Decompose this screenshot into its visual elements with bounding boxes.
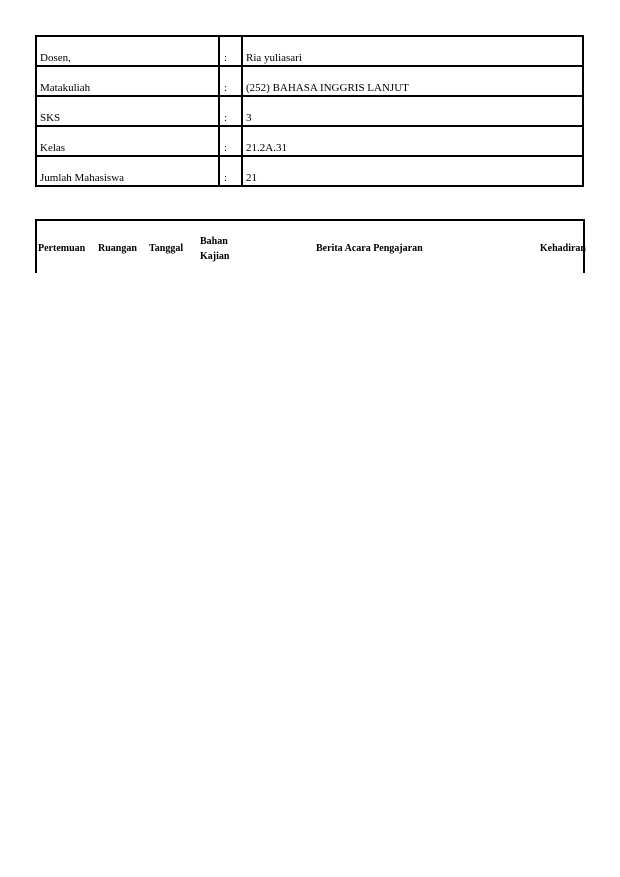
info-value: 21.2A.31 xyxy=(242,126,583,156)
header-kehadiran: Kehadiran xyxy=(539,243,586,254)
info-label: Matakuliah xyxy=(36,66,219,96)
info-label: Jumlah Mahasiswa xyxy=(36,156,219,186)
info-separator: : xyxy=(219,66,242,96)
header-berita-acara: Berita Acara Pengajaran xyxy=(316,243,423,254)
info-separator: : xyxy=(219,126,242,156)
info-value: 21 xyxy=(242,156,583,186)
header-ruangan: Ruangan xyxy=(98,243,137,254)
info-row-sks xyxy=(36,96,583,126)
header-pertemuan: Pertemuan xyxy=(38,243,86,254)
info-label: SKS xyxy=(36,96,219,126)
info-separator: : xyxy=(219,96,242,126)
course-info-table xyxy=(35,35,584,187)
info-value: 3 xyxy=(242,96,583,126)
info-value: Ria yuliasari xyxy=(242,36,583,66)
info-separator: : xyxy=(219,156,242,186)
info-row-dosen xyxy=(36,36,583,66)
info-row-matakuliah xyxy=(36,66,583,96)
info-label: Kelas xyxy=(36,126,219,156)
header-tanggal: Tanggal xyxy=(149,243,184,254)
header-bahan-kajian-line1: Bahan xyxy=(200,236,228,247)
info-row-kelas xyxy=(36,126,583,156)
header-bahan-kajian-line2: Kajian xyxy=(200,251,230,262)
info-row-jumlah-mahasiswa xyxy=(36,156,583,186)
info-separator: : xyxy=(219,36,242,66)
info-value: (252) BAHASA INGGRIS LANJUT xyxy=(242,66,583,96)
schedule-table-header xyxy=(35,219,585,273)
info-label: Dosen, xyxy=(36,36,219,66)
